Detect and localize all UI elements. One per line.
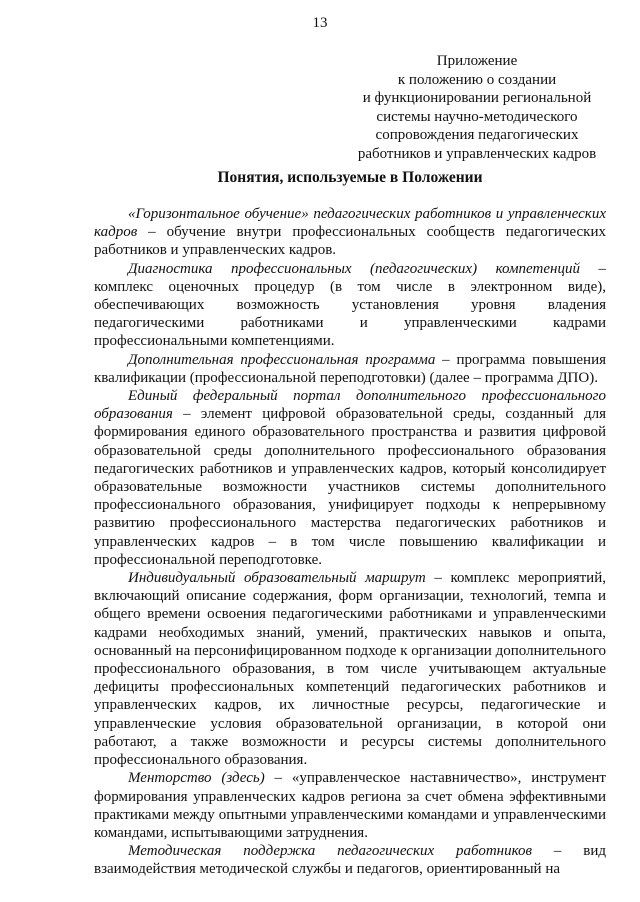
section-title: Понятия, используемые в Положении xyxy=(217,169,483,186)
definition-term: Единый федеральный портал дополнительного профессионального образования xyxy=(94,388,606,423)
appendix-line: работников и управленческих кадров xyxy=(357,145,597,162)
definition-text: – обучение внутри профессиональных сообществ педагогических работников и управленческих кадров. xyxy=(94,224,606,259)
definition-text: – комплекс мероприятий, включающий описание содержания, форм организации, технологий, темпа и общего времени освоения педагогическими работниками и управленческими кадрами необходимых знаний, умений, практических навыков и опыта, основанный на персонифицированном подходе к организации дополнительного профессионального образования, в том числе учитывающем актуальные дефициты профессиональных компетенций педагогических работников и управленческих кадров, их личностные ресурсы, педагогические и управленческие условия образовательной организации, в которой они работают, а также возможности и ресурсы системы дополнительного профессионального образования. xyxy=(94,570,606,769)
appendix-header xyxy=(342,52,612,164)
definition-paragraph xyxy=(94,769,606,842)
definition-paragraph xyxy=(94,842,606,878)
definition-paragraph xyxy=(94,205,606,260)
appendix-line: и функционировании региональной xyxy=(362,90,592,107)
definition-text: – элемент цифровой образовательной среды, созданный для формирования единого образовательного пространства и развития цифровой образовательной среды дополнительного профессионального образования педагогических работников и управленческих кадров, который консолидирует образовательные возможности участников системы дополнительного профессионального образования, унифицирует подходы к непрерывному развитию профессионального мастерства педагогических работников и управленческих кадров – в том числе повышению квалификации и профессиональной переподготовке. xyxy=(94,406,606,568)
definition-term: Диагностика профессиональных (педагогических) компетенций xyxy=(128,260,580,277)
appendix-line: к положению о создании xyxy=(397,71,557,88)
definition-term: Менторство (здесь) xyxy=(128,770,265,787)
definition-term: «Горизонтальное обучение» педагогических работников и управленческих кадров xyxy=(94,206,606,241)
appendix-line: Приложение xyxy=(436,53,518,69)
definition-text: – комплекс оценочных процедур (в том числе в электронном виде), обеспечивающих возможность установления уровня владения педагогическими работниками и управленческими кадрами профессиональными компетенциями. xyxy=(94,260,606,350)
definitions-body xyxy=(94,205,606,879)
definition-term: Методическая поддержка педагогических работников xyxy=(128,843,533,860)
appendix-line: системы научно-методического xyxy=(376,108,578,125)
definition-paragraph xyxy=(94,569,606,769)
definition-term: Индивидуальный образовательный маршрут xyxy=(128,570,426,587)
definition-paragraph xyxy=(94,351,606,387)
definition-paragraph xyxy=(94,387,606,569)
definition-paragraph xyxy=(94,260,606,351)
appendix-line: сопровождения педагогических xyxy=(375,127,579,144)
definition-term: Дополнительная профессиональная программа xyxy=(128,351,436,368)
page-number: 13 xyxy=(312,15,328,31)
definition-text: – вид взаимодействия методической службы и педагогов, ориентированный на xyxy=(94,843,606,878)
definition-text: – программа повышения квалификации (профессиональной переподготовки) (далее – программа ДПО). xyxy=(94,351,606,386)
definition-text: – «управленческое наставничество», инструмент формирования управленческих кадров региона за счет обмена эффективными практиками между опытными управленческими командами и управленческими командами, испытывающими затруднения. xyxy=(94,770,606,841)
